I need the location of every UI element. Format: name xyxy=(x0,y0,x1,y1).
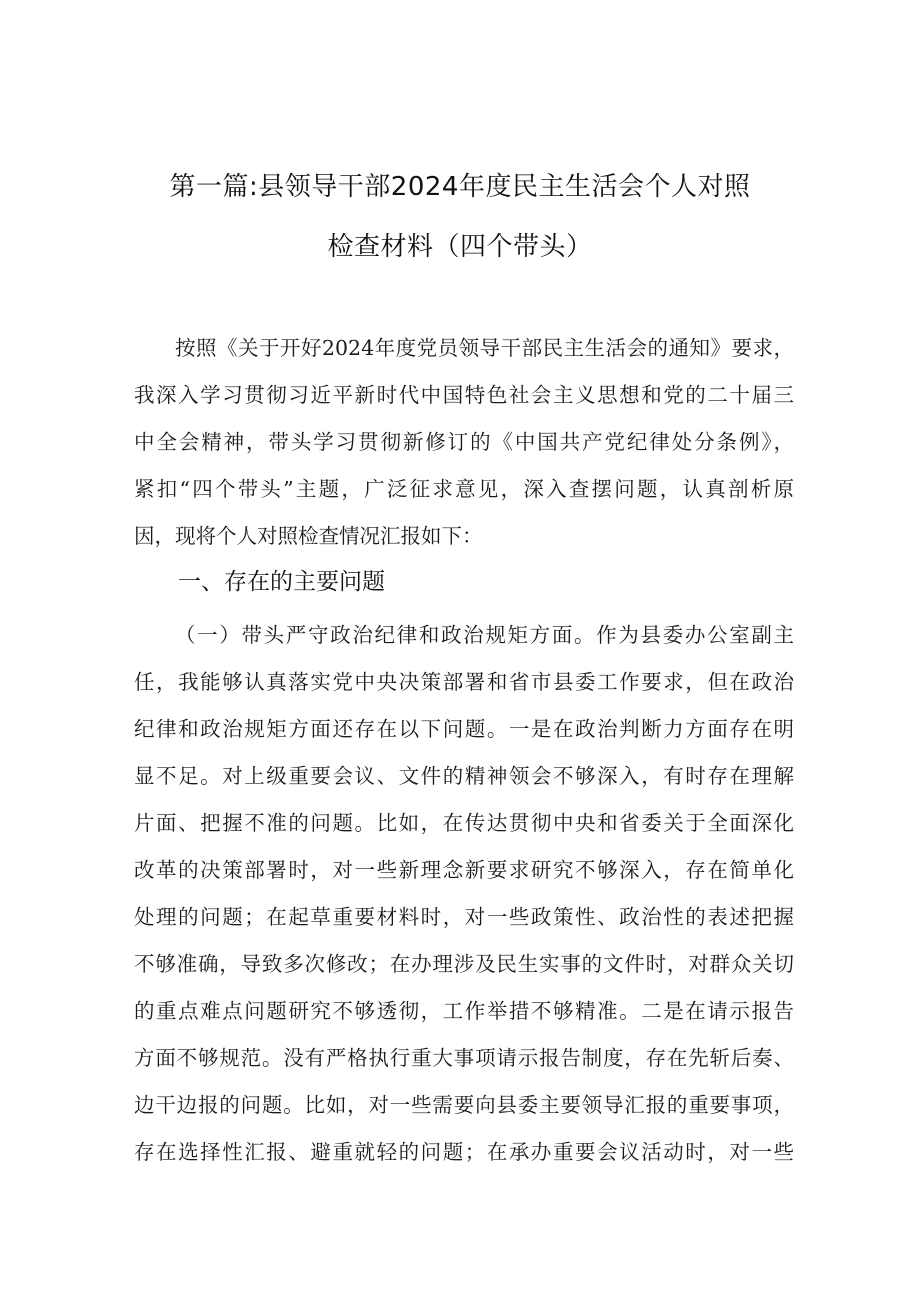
section-line: 片面、把握不准的问题。比如，在传达贯彻中央和省委关于全面深化 xyxy=(134,811,794,835)
intro-line: 我深入学习贯彻习近平新时代中国特色社会主义思想和党的二十届三 xyxy=(134,383,794,407)
section-line: 处理的问题；在起草重要材料时，对一些政策性、政治性的表述把握 xyxy=(134,905,794,929)
section-line: 纪律和政治规矩方面还存在以下问题。一是在政治判断力方面存在明 xyxy=(134,717,794,741)
section-line: 边干边报的问题。比如，对一些需要向县委主要领导汇报的重要事项， xyxy=(134,1093,794,1117)
section-line: 任，我能够认真落实党中央决策部署和省市县委工作要求，但在政治 xyxy=(134,670,794,694)
document-title-line-2: 检查材料（四个带头） xyxy=(327,232,593,262)
section-line: （一）带头严守政治纪律和政治规矩方面。作为县委办公室副主 xyxy=(175,623,794,647)
section-paragraph xyxy=(134,612,794,1176)
intro-line: 中全会精神，带头学习贯彻新修订的《中国共产党纪律处分条例》， xyxy=(134,430,794,454)
intro-line: 因，现将个人对照检查情况汇报如下： xyxy=(134,524,483,548)
section-line: 的重点难点问题研究不够透彻，工作举措不够精准。二是在请示报告 xyxy=(134,999,794,1023)
intro-paragraph xyxy=(134,325,794,560)
intro-line: 紧扣“四个带头”主题，广泛征求意见，深入查摆问题，认真剖析原 xyxy=(134,477,794,501)
section-line: 存在选择性汇报、避重就轻的问题；在承办重要会议活动时，对一些 xyxy=(134,1140,794,1164)
document-title-line-1: 第一篇:县领导干部2024年度民主生活会个人对照 xyxy=(169,172,751,202)
section-heading: 一、存在的主要问题 xyxy=(178,569,385,595)
section-line: 不够准确，导致多次修改；在办理涉及民生实事的文件时，对群众关切 xyxy=(134,952,794,976)
section-line: 改革的决策部署时，对一些新理念新要求研究不够深入，存在简单化 xyxy=(134,858,794,882)
section-line: 显不足。对上级重要会议、文件的精神领会不够深入，有时存在理解 xyxy=(134,764,794,788)
intro-line: 按照《关于开好2024年度党员领导干部民主生活会的通知》要求， xyxy=(175,336,794,360)
section-line: 方面不够规范。没有严格执行重大事项请示报告制度，存在先斩后奏、 xyxy=(134,1046,794,1070)
